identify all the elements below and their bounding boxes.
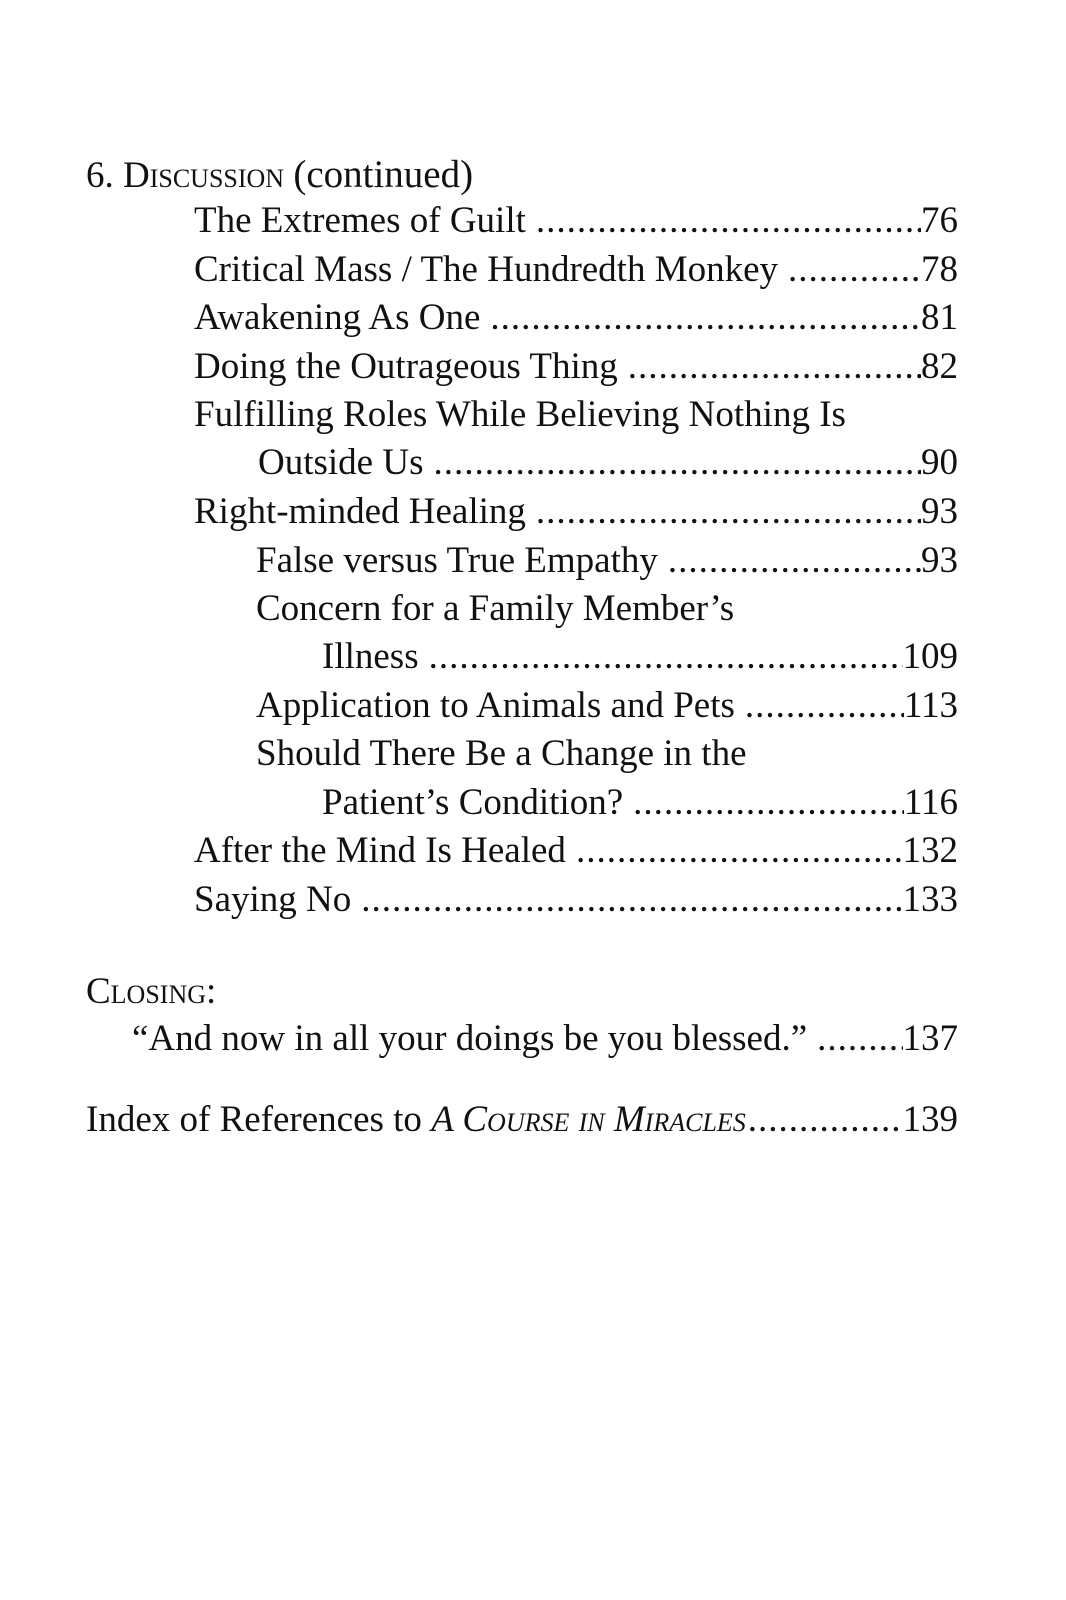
dot-leader (735, 682, 904, 730)
toc-entry-title: Outside Us (258, 442, 424, 483)
dot-leader (746, 1096, 903, 1144)
toc-entry-page: 133 (902, 879, 958, 920)
toc-subentry[interactable] (322, 633, 958, 681)
toc-entry-page: 139 (902, 1099, 958, 1140)
toc-entry-page: 82 (921, 346, 958, 387)
toc-subentry[interactable] (322, 779, 958, 827)
dot-leader (778, 246, 921, 294)
dot-leader (480, 294, 921, 342)
toc-subentry[interactable] (256, 682, 958, 730)
toc-subentry[interactable] (256, 537, 958, 585)
index-title-prefix: Index of References to (86, 1099, 422, 1140)
toc-entry[interactable] (194, 343, 958, 391)
toc-entry-title: Illness (322, 636, 419, 677)
index-entry[interactable] (86, 1096, 958, 1144)
toc-entry-page: 109 (902, 636, 958, 677)
toc-entry-page: 132 (902, 830, 958, 871)
toc-entry-title: Awakening As One (194, 297, 481, 338)
toc-entry[interactable] (258, 439, 958, 487)
section-suffix: (continued) (293, 153, 474, 196)
toc-entry-title: Patient’s Condition? (322, 782, 624, 823)
toc-entry-page: 76 (921, 200, 958, 241)
section-heading (86, 151, 958, 199)
dot-leader (658, 537, 921, 585)
index-book-title: A Course in Miracles (431, 1099, 746, 1140)
toc-entry[interactable] (194, 197, 958, 245)
toc-entry[interactable] (194, 827, 958, 875)
toc-entry-title: False versus True Empathy (256, 540, 658, 581)
toc-entry[interactable] (194, 876, 958, 924)
dot-leader (807, 1015, 902, 1063)
dot-leader (526, 488, 921, 536)
toc-entry-title: Saying No (194, 879, 352, 920)
dot-leader (351, 876, 902, 924)
dot-leader (623, 779, 904, 827)
toc-entry-page: 116 (903, 782, 958, 823)
toc-entry-page: 78 (921, 249, 958, 290)
closing-heading-text: Closing: (86, 971, 217, 1012)
closing-heading (86, 968, 958, 1016)
toc-entry[interactable] (194, 294, 958, 342)
toc-entry-title: After the Mind Is Healed (194, 830, 566, 871)
toc-entry-page: 93 (921, 540, 958, 581)
dot-leader (566, 827, 903, 875)
toc-entry-page: 81 (921, 297, 958, 338)
toc-entry[interactable] (194, 246, 958, 294)
index-title (86, 1096, 746, 1144)
toc-entry-title: “And now in all your doings be you blessed.” (132, 1018, 808, 1059)
dot-leader (423, 439, 921, 487)
toc-entry-page: 113 (903, 685, 958, 726)
toc-entry-title: Doing the Outrageous Thing (194, 346, 618, 387)
section-number: 6. (86, 155, 114, 196)
toc-entry-title: Critical Mass / The Hundredth Monkey (194, 249, 779, 290)
toc-entry-page: 90 (921, 442, 958, 483)
dot-leader (618, 343, 921, 391)
toc-entry-title: Application to Animals and Pets (256, 685, 735, 726)
dot-leader (526, 197, 921, 245)
toc-entry-title: Right-minded Healing (194, 491, 526, 532)
toc-entry-title-line1[interactable]: Concern for a Family Member’s (256, 588, 735, 629)
toc-entry-page: 93 (921, 491, 958, 532)
section-title: Discussion (123, 155, 285, 196)
toc-entry-title-line1[interactable]: Should There Be a Change in the (256, 733, 747, 774)
toc-entry[interactable] (194, 488, 958, 536)
toc-entry-page: 137 (902, 1018, 958, 1059)
dot-leader (419, 633, 903, 681)
toc-entry-title-line1[interactable]: Fulfilling Roles While Believing Nothing Is (194, 394, 846, 435)
toc-entry-title: The Extremes of Guilt (194, 200, 526, 241)
closing-entry[interactable] (132, 1015, 958, 1063)
